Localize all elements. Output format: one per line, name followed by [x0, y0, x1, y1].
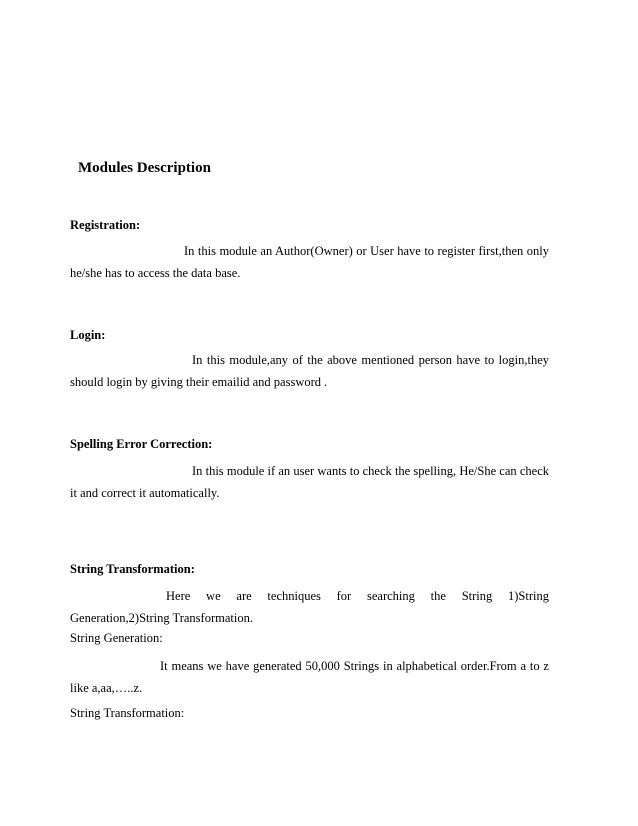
section-text-registration: In this module an Author(Owner) or User have to register first,then only he/she has to access the data base. — [70, 244, 549, 280]
section-heading-registration: Registration: — [70, 218, 141, 232]
section-heading-string-transformation: String Transformation: — [70, 562, 195, 576]
section-text-login: In this module,any of the above mentioned person have to login,they should login by giving their emailid and password . — [70, 353, 549, 389]
string-generation-text: It means we have generated 50,000 Strings in alphabetical order.From a to z like a,aa,…..z. — [70, 659, 549, 695]
section-heading-spelling: Spelling Error Correction: — [70, 437, 213, 451]
section-text-spelling: In this module if an user wants to check the spelling, He/She can check it and correct it automatically. — [70, 464, 549, 500]
section-text-string-transformation: Here we are techniques for searching the String 1)String Generation,2)String Transformation. — [70, 589, 549, 625]
string-transformation-label: String Transformation: — [70, 706, 185, 720]
section-heading-login: Login: — [70, 328, 106, 342]
string-generation-label: String Generation: — [70, 631, 163, 645]
document-title: Modules Description — [78, 160, 211, 176]
